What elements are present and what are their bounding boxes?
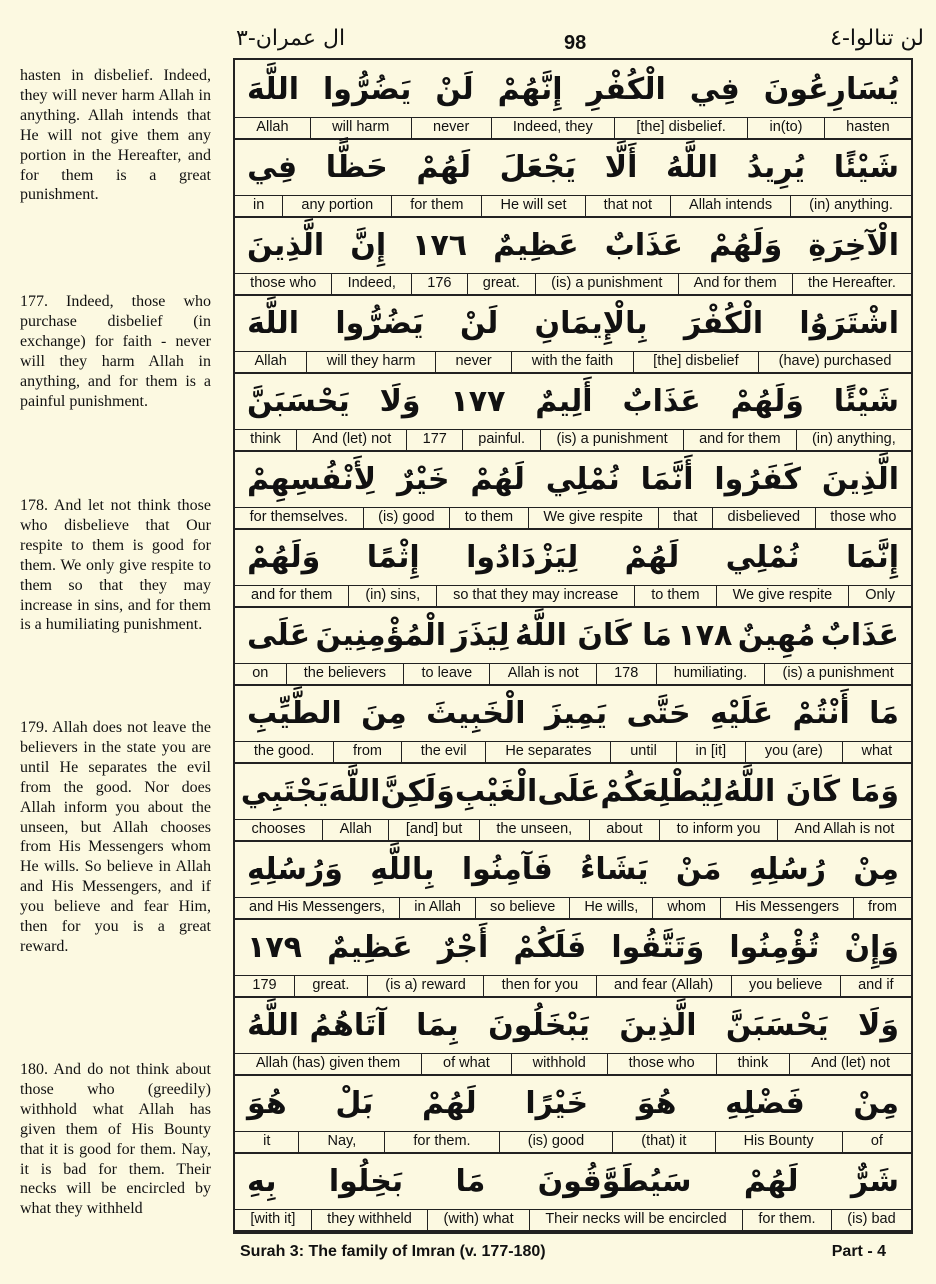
gloss-cell: (is a) reward xyxy=(367,976,483,996)
gloss-cell: until xyxy=(610,742,675,762)
gloss-line xyxy=(235,195,911,216)
gloss-cell: Indeed, they xyxy=(491,118,614,138)
arabic-word: لَهُمْ xyxy=(422,1085,477,1121)
gloss-line xyxy=(235,117,911,138)
arabic-word: عَلَيْهِ xyxy=(709,695,774,731)
gloss-cell: it xyxy=(263,1133,271,1149)
arabic-word: لَنْ xyxy=(459,305,499,341)
gloss-cell: 179 xyxy=(252,977,277,993)
arabic-word: مِنْ xyxy=(853,851,899,887)
arabic-word: بَلْ xyxy=(335,1085,374,1121)
verse-row xyxy=(235,528,911,608)
verse-row xyxy=(235,138,911,218)
gloss-cell: never xyxy=(435,352,511,372)
arabic-word: يَشَاءُ xyxy=(580,851,649,887)
arabic-word: عَلَى xyxy=(537,773,601,809)
arabic-word: لِأَنْفُسِهِمْ xyxy=(247,461,377,497)
arabic-line xyxy=(235,684,911,742)
arabic-word: لَهُمْ xyxy=(470,461,525,497)
gloss-cell: His Messengers xyxy=(720,898,853,918)
gloss-cell: think xyxy=(250,431,281,447)
arabic-line xyxy=(235,138,911,196)
arabic-word: مِنْ xyxy=(853,1085,899,1121)
arabic-word: فَلَكُمْ xyxy=(513,929,587,965)
gloss-cell: that xyxy=(658,508,712,528)
verse-row xyxy=(235,450,911,530)
verse-row xyxy=(235,684,911,764)
arabic-word: وَتَتَّقُوا xyxy=(611,929,705,965)
arabic-word: الَّذِينَ xyxy=(247,227,325,263)
verse-row xyxy=(235,216,911,296)
verse-row xyxy=(235,840,911,920)
arabic-line xyxy=(235,294,911,352)
arabic-word: مَا كَانَ اللَّهُ xyxy=(514,617,672,653)
gloss-cell: And Allah is not xyxy=(777,820,911,840)
arabic-word: وَلَهُمْ xyxy=(247,539,321,575)
gloss-line xyxy=(235,663,911,684)
gloss-cell: Allah is not xyxy=(489,664,595,684)
gloss-cell: (is) good xyxy=(363,508,450,528)
arabic-word: عَظِيمٌ xyxy=(327,929,413,965)
arabic-word: اللَّهُ xyxy=(666,149,719,185)
arabic-word: يَضُرُّوا xyxy=(323,71,412,107)
surah-name-header: ال عمران-٣ xyxy=(236,26,346,51)
arabic-word: شَيْئًا xyxy=(833,149,899,185)
page-number: 98 xyxy=(564,32,587,54)
arabic-line xyxy=(235,918,911,976)
gloss-cell: the Hereafter. xyxy=(792,274,911,294)
gloss-cell: and for them xyxy=(683,430,796,450)
gloss-cell: in xyxy=(253,197,265,213)
arabic-word: خَيْرٌ xyxy=(396,461,450,497)
gloss-cell: 177 xyxy=(406,430,462,450)
verse-row xyxy=(235,606,911,686)
arabic-word: سَيُطَوَّقُونَ xyxy=(537,1163,692,1199)
gloss-cell: the good. xyxy=(253,743,315,759)
gloss-cell: (in) anything, xyxy=(796,430,911,450)
arabic-word: مِنَ xyxy=(361,695,407,731)
part-footer: Part - 4 xyxy=(831,1243,886,1260)
gloss-cell: so believe xyxy=(475,898,569,918)
arabic-word: خَيْرًا xyxy=(525,1085,589,1121)
gloss-cell: Indeed, xyxy=(331,274,411,294)
gloss-cell: from xyxy=(333,742,401,762)
arabic-word: فِي xyxy=(689,71,740,107)
gloss-cell: for them. xyxy=(384,1132,498,1152)
arabic-word: فَضْلِهِ xyxy=(725,1085,805,1121)
arabic-word: هُوَ xyxy=(636,1085,677,1121)
verse-row xyxy=(235,372,911,452)
arabic-word: وَلَكِنَّ xyxy=(380,773,455,809)
arabic-word: بِهِ xyxy=(247,1163,277,1199)
arabic-word: شَيْئًا xyxy=(833,383,899,419)
gloss-cell: Only xyxy=(848,586,911,606)
arabic-word: نُمْلِي xyxy=(545,461,620,497)
arabic-word: آتَاهُمُ اللَّهُ xyxy=(247,1007,387,1043)
gloss-cell: the believers xyxy=(286,664,404,684)
gloss-cell: to inform you xyxy=(659,820,777,840)
gloss-cell: will they harm xyxy=(306,352,435,372)
arabic-word: الْآخِرَةِ xyxy=(808,227,899,263)
gloss-cell: of xyxy=(842,1132,911,1152)
arabic-word: عَذَابٌ xyxy=(604,227,683,263)
gloss-line xyxy=(235,585,911,606)
arabic-line xyxy=(235,840,911,898)
arabic-line xyxy=(235,1074,911,1132)
gloss-cell: to leave xyxy=(403,664,489,684)
arabic-word: وَلَهُمْ xyxy=(709,227,783,263)
gloss-cell: (in) sins, xyxy=(348,586,436,606)
arabic-word: يَحْسَبَنَّ xyxy=(725,1007,829,1043)
arabic-word: وَلَا xyxy=(379,383,421,419)
gloss-cell: We give respite xyxy=(528,508,658,528)
gloss-cell: they withheld xyxy=(311,1210,427,1230)
gloss-line xyxy=(235,429,911,450)
verse-row xyxy=(235,996,911,1076)
gloss-cell: for themselves. xyxy=(249,509,348,525)
verse-row xyxy=(235,60,911,140)
verse-row xyxy=(235,762,911,842)
gloss-cell: hasten xyxy=(824,118,911,138)
gloss-cell: (is) a punishment xyxy=(535,274,678,294)
gloss-cell: in(to) xyxy=(747,118,824,138)
arabic-line xyxy=(235,60,911,118)
translation-paragraph: 178. And let not think those who disbelieve that Our respite to them is good for them. We only give respite to them so that they may increase in sins, and for them is a humiliating punishment. xyxy=(20,497,211,634)
gloss-cell: great. xyxy=(294,976,367,996)
arabic-word: نُمْلِي xyxy=(725,539,800,575)
arabic-word: رُسُلِهِ xyxy=(748,851,827,887)
gloss-cell: what xyxy=(842,742,911,762)
arabic-word: وَإِنْ xyxy=(844,929,899,965)
arabic-word: الْغَيْبِ xyxy=(454,773,538,809)
arabic-word: لِيَذَرَ xyxy=(451,617,510,653)
gloss-cell: so that they may increase xyxy=(436,586,634,606)
arabic-word: وَرُسُلِهِ xyxy=(247,851,343,887)
arabic-line xyxy=(235,1152,911,1210)
arabic-word: أَنْتُمْ xyxy=(792,695,850,731)
gloss-cell: those who xyxy=(250,275,317,291)
gloss-cell: the unseen, xyxy=(479,820,589,840)
arabic-word: بَخِلُوا xyxy=(328,1163,404,1199)
gloss-cell: great. xyxy=(467,274,535,294)
arabic-word: ١٧٩ xyxy=(247,929,302,965)
arabic-word: لِيُطْلِعَكُمْ xyxy=(600,773,724,809)
gloss-cell: disbelieved xyxy=(712,508,815,528)
gloss-cell: in [it] xyxy=(676,742,745,762)
arabic-word: يَبْخَلُونَ xyxy=(488,1007,590,1043)
gloss-cell: those who xyxy=(607,1054,716,1074)
verse-row xyxy=(235,1152,911,1232)
verse-row xyxy=(235,294,911,374)
translation-paragraph: 179. Allah does not leave the believers in the state you are until He separates the evil from the good. Nor does Allah inform you about the unseen, but Allah chooses from His Messengers whom He wills. So believe in Allah and His Messengers, and if you believe and fear Him, then for you is a great reward. xyxy=(20,719,211,955)
gloss-cell: in Allah xyxy=(399,898,475,918)
arabic-word: إِثْمًا xyxy=(366,539,420,575)
gloss-cell: [the] disbelief xyxy=(633,352,758,372)
gloss-cell: with the faith xyxy=(511,352,632,372)
arabic-word: وَلَا xyxy=(858,1007,899,1043)
arabic-word: عَلَى xyxy=(247,617,311,653)
verse-row xyxy=(235,918,911,998)
arabic-word: إِنَّهُمْ xyxy=(497,71,563,107)
arabic-word: كَفَرُوا xyxy=(714,461,802,497)
arabic-word: لَهُمْ xyxy=(743,1163,799,1199)
arabic-word: الْخَبِيثَ xyxy=(426,695,526,731)
gloss-cell: to them xyxy=(634,586,715,606)
gloss-line xyxy=(235,975,911,996)
gloss-cell: and His Messengers, xyxy=(249,899,386,915)
gloss-cell: Allah xyxy=(256,119,289,135)
gloss-cell: He will set xyxy=(481,196,584,216)
gloss-cell: Allah (has) given them xyxy=(255,1055,401,1071)
arabic-word: وَمَا كَانَ اللَّهُ xyxy=(723,773,899,809)
arabic-line xyxy=(235,450,911,508)
gloss-cell: painful. xyxy=(462,430,540,450)
translation-paragraph: hasten in disbelief. Indeed, they will never harm Allah in anything. Allah intends that He will not give them any portion in the Hereafter, and for them is a great punishment. xyxy=(20,67,211,204)
gloss-cell: [and] but xyxy=(388,820,479,840)
gloss-cell: (with) what xyxy=(427,1210,529,1230)
gloss-cell: never xyxy=(411,118,491,138)
gloss-cell: And for them xyxy=(678,274,792,294)
arabic-word: أَلِيمٌ xyxy=(535,383,593,419)
arabic-word: إِنَّمَا xyxy=(846,539,899,575)
gloss-cell: of what xyxy=(421,1054,511,1074)
arabic-word: إِنَّ xyxy=(350,227,387,263)
arabic-word: وَلَهُمْ xyxy=(730,383,804,419)
arabic-word: يُرِيدُ xyxy=(746,149,806,185)
arabic-word: بِاللَّهِ xyxy=(370,851,435,887)
gloss-cell: withhold xyxy=(511,1054,607,1074)
gloss-cell: whom xyxy=(652,898,720,918)
gloss-cell: [with it] xyxy=(250,1211,296,1227)
gloss-line xyxy=(235,351,911,372)
gloss-cell: for them xyxy=(391,196,481,216)
arabic-line xyxy=(235,762,911,820)
gloss-cell: His Bounty xyxy=(715,1132,842,1152)
arabic-word: يَضُرُّوا xyxy=(335,305,424,341)
juz-name-header: لن تنالوا-٤ xyxy=(830,26,924,51)
gloss-cell: And (let) not xyxy=(789,1054,911,1074)
gloss-cell: for them. xyxy=(742,1210,831,1230)
arabic-word: يَمِيزَ xyxy=(544,695,608,731)
arabic-line xyxy=(235,528,911,586)
gloss-cell: chooses xyxy=(251,821,306,837)
arabic-word: أَنَّمَا xyxy=(640,461,694,497)
arabic-word: أَجْرٌ xyxy=(437,929,489,965)
arabic-word: عَذَابٌ xyxy=(820,617,899,653)
arabic-word: الْمُؤْمِنِينَ xyxy=(315,617,447,653)
arabic-word: حَظًّا xyxy=(325,149,388,185)
gloss-cell: you believe xyxy=(731,976,840,996)
gloss-cell: any portion xyxy=(282,196,391,216)
gloss-cell: and fear (Allah) xyxy=(596,976,731,996)
gloss-cell: (have) purchased xyxy=(758,352,911,372)
gloss-line xyxy=(235,1131,911,1152)
gloss-cell: and if xyxy=(840,976,911,996)
arabic-word: ١٧٨ xyxy=(677,617,733,653)
gloss-cell: (is) a punishment xyxy=(764,664,911,684)
gloss-cell: those who xyxy=(815,508,911,528)
gloss-line xyxy=(235,1209,911,1230)
gloss-line xyxy=(235,741,911,762)
gloss-cell: He separates xyxy=(485,742,610,762)
gloss-cell: 178 xyxy=(596,664,656,684)
gloss-cell: [the] disbelief. xyxy=(614,118,747,138)
arabic-word: اللَّهَ xyxy=(328,773,381,809)
arabic-word: بِالْإِيمَانِ xyxy=(534,305,648,341)
gloss-line xyxy=(235,1053,911,1074)
translation-paragraph: 177. Indeed, those who purchase disbelief (in exchange) for faith - never will they harm Allah in anything, and for them is a painful punishment. xyxy=(20,293,211,410)
gloss-cell: (in) anything. xyxy=(790,196,911,216)
arabic-word: يَحْسَبَنَّ xyxy=(247,383,350,419)
gloss-cell: 176 xyxy=(411,274,467,294)
arabic-line xyxy=(235,372,911,430)
gloss-cell: to them xyxy=(449,508,528,528)
gloss-cell: (is) a punishment xyxy=(540,430,683,450)
surah-footer: Surah 3: The family of Imran (v. 177-180) xyxy=(240,1243,546,1260)
arabic-line xyxy=(235,606,911,664)
gloss-cell: the evil xyxy=(401,742,486,762)
arabic-word: شَرٌّ xyxy=(850,1163,899,1199)
word-by-word-grid xyxy=(233,58,913,1234)
gloss-cell: you (are) xyxy=(745,742,842,762)
arabic-word: ١٧٦ xyxy=(412,227,468,263)
gloss-cell: And (let) not xyxy=(296,430,406,450)
arabic-word: الْكُفْرِ xyxy=(586,71,666,107)
translation-paragraph: 180. And do not think about those who (greedily) withhold what Allah has given them of His Bounty that it is good for them. Nay, it is bad for them. Their necks will be encircled by what they withheld xyxy=(20,1061,211,1218)
gloss-cell: humiliating. xyxy=(656,664,765,684)
arabic-word: تُؤْمِنُوا xyxy=(729,929,820,965)
arabic-word: اللَّهَ xyxy=(247,305,300,341)
gloss-line xyxy=(235,273,911,294)
gloss-cell: think xyxy=(716,1054,789,1074)
gloss-line xyxy=(235,897,911,918)
arabic-word: اشْتَرَوُا xyxy=(799,305,899,341)
gloss-cell: from xyxy=(853,898,911,918)
arabic-word: مُهِينٌ xyxy=(737,617,816,653)
gloss-cell: Allah xyxy=(254,353,287,369)
gloss-cell: on xyxy=(252,665,269,681)
arabic-line xyxy=(235,996,911,1054)
arabic-word: الطَّيِّبِ xyxy=(247,695,342,731)
gloss-cell: (is) bad xyxy=(831,1210,911,1230)
arabic-word: يَجْتَبِي xyxy=(240,773,329,809)
arabic-word: ١٧٧ xyxy=(450,383,506,419)
arabic-word: أَلَّا xyxy=(604,149,638,185)
arabic-word: فَآمِنُوا xyxy=(461,851,553,887)
arabic-word: اللَّهَ xyxy=(247,71,300,107)
arabic-word: يَجْعَلَ xyxy=(499,149,577,185)
arabic-word: حَتَّى xyxy=(626,695,691,731)
arabic-word: الَّذِينَ xyxy=(619,1007,697,1043)
gloss-line xyxy=(235,819,911,840)
arabic-word: عَذَابٌ xyxy=(622,383,701,419)
arabic-word: الَّذِينَ xyxy=(821,461,899,497)
arabic-word: مَنْ xyxy=(675,851,722,887)
gloss-cell: Nay, xyxy=(298,1132,384,1152)
gloss-cell: (is) good xyxy=(499,1132,613,1152)
arabic-line xyxy=(235,216,911,274)
arabic-word: لَهُمْ xyxy=(624,539,680,575)
gloss-cell: that not xyxy=(585,196,670,216)
gloss-line xyxy=(235,507,911,528)
arabic-word: لَهُمْ xyxy=(416,149,471,185)
arabic-word: الْكُفْرَ xyxy=(683,305,764,341)
gloss-cell: about xyxy=(589,820,659,840)
arabic-word: لَنْ xyxy=(435,71,474,107)
gloss-cell: Allah xyxy=(322,820,388,840)
arabic-word: عَظِيمٌ xyxy=(493,227,579,263)
arabic-word: فِي xyxy=(247,149,298,185)
gloss-cell: then for you xyxy=(483,976,595,996)
gloss-cell: will harm xyxy=(310,118,411,138)
gloss-cell: Allah intends xyxy=(670,196,790,216)
gloss-cell: and for them xyxy=(250,587,333,603)
arabic-word: لِيَزْدَادُوا xyxy=(466,539,579,575)
arabic-word: مَا xyxy=(455,1163,486,1199)
verse-row xyxy=(235,1074,911,1154)
gloss-cell: We give respite xyxy=(716,586,849,606)
arabic-word: مَا xyxy=(869,695,899,731)
arabic-word: يُسَارِعُونَ xyxy=(763,71,899,107)
arabic-word: هُوَ xyxy=(247,1085,287,1121)
gloss-cell: He wills, xyxy=(569,898,652,918)
arabic-word: بِمَا xyxy=(416,1007,459,1043)
gloss-cell: Their necks will be encircled xyxy=(529,1210,742,1230)
gloss-cell: (that) it xyxy=(612,1132,714,1152)
